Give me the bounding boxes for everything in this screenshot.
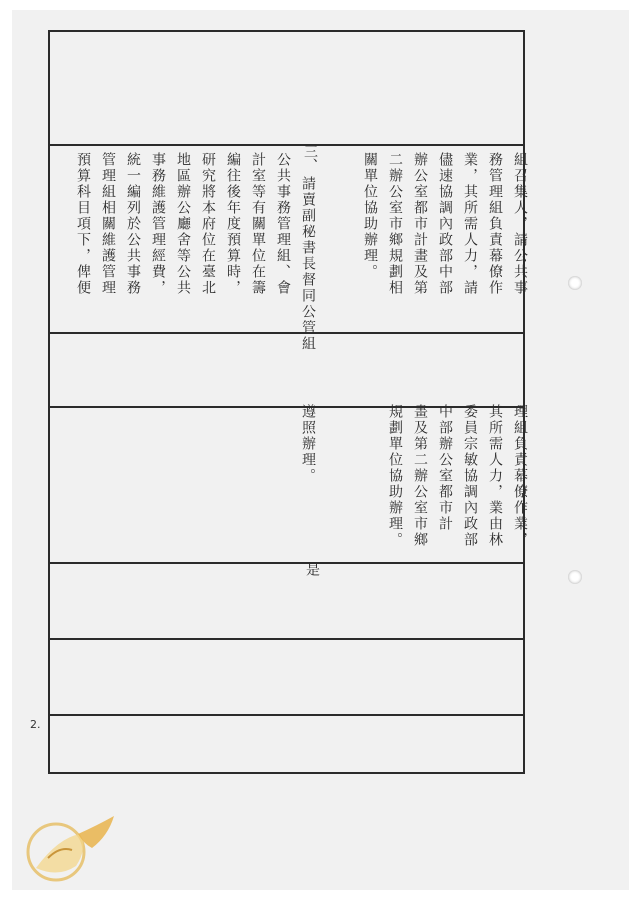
- item-text-column: 研究將本府位在臺北: [200, 152, 216, 296]
- text-column: 畫及第二辦公室市鄉: [412, 404, 428, 548]
- page-number: 2.: [30, 718, 41, 731]
- text-column: 委員宗敏協調內政部: [462, 404, 478, 548]
- punch-hole: [568, 570, 582, 584]
- text-column: 理組負責幕僚作業，: [512, 404, 528, 548]
- table-frame: [48, 30, 525, 774]
- item-text-column: 地區辦公廳舍等公共: [175, 152, 191, 296]
- item-text-column: 計室等有關單位在籌: [250, 152, 266, 296]
- row-divider: [48, 638, 525, 640]
- text-column: 業，其所需人力，請: [462, 152, 478, 296]
- item-text-column: 預算科目項下，俾便: [75, 152, 91, 296]
- text-column: 組召集人，請公共事: [512, 152, 528, 296]
- item-text-column: 請賣副秘書長督同公管組: [300, 176, 316, 352]
- text-column: 二辦公室市鄉規劃相: [387, 152, 403, 296]
- text-column: 其所需人力，業由林: [487, 404, 503, 548]
- item-text-column: 統一編列於公共事務: [125, 152, 141, 296]
- item-text-column: 事務維護管理經費，: [150, 152, 166, 296]
- item-text-column: 編往後年度預算時，: [225, 152, 241, 296]
- text-column: 辦公室都市計畫及第: [412, 152, 428, 296]
- row-divider: [48, 562, 525, 564]
- row-divider: [48, 332, 525, 334]
- text-column: 中部辦公室都市計: [437, 404, 453, 532]
- row-divider: [48, 406, 525, 408]
- archive-watermark-logo: [18, 808, 128, 888]
- row-divider: [48, 144, 525, 146]
- item-text-column: 遵照辦理。: [300, 404, 316, 484]
- text-column: 儘速協調內政部中部: [437, 152, 453, 296]
- item-text-column: 公共事務管理組、會: [275, 152, 291, 296]
- text-column: 關單位協助辦理。: [362, 152, 378, 280]
- text-column: 規劃單位協助辦理。: [387, 404, 403, 548]
- item-number: 三、: [302, 144, 318, 172]
- row-divider: [48, 714, 525, 716]
- text-column: 務管理組負責幕僚作: [487, 152, 503, 296]
- item-text-column: 管理組相關維護管理: [100, 152, 116, 296]
- yes-mark: 是: [304, 562, 320, 576]
- punch-hole: [568, 276, 582, 290]
